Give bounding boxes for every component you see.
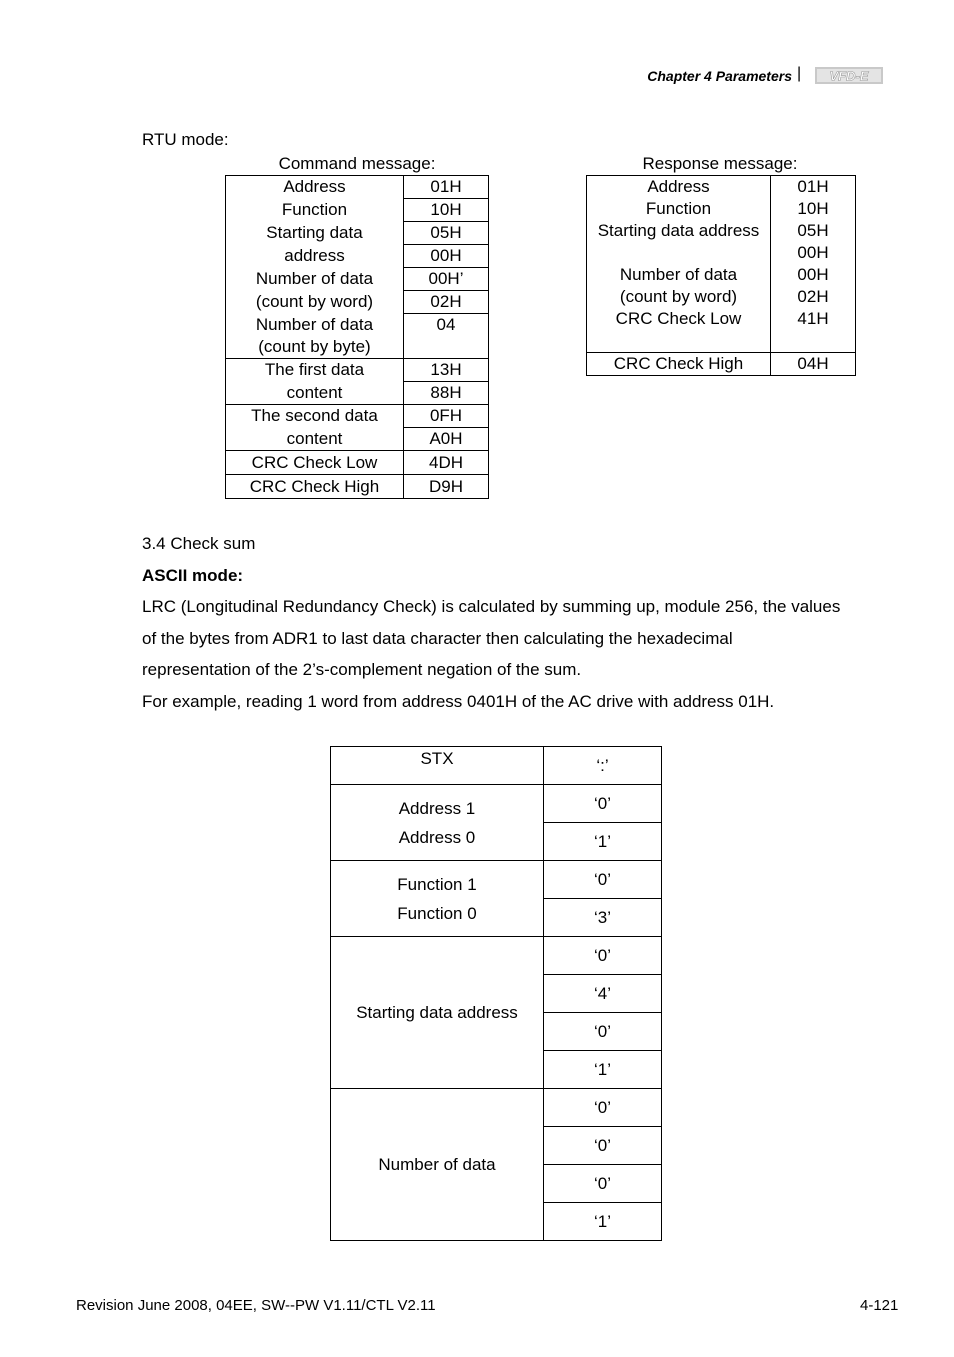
cmd-label: Address [226,176,404,199]
table-row [226,451,489,475]
table-row [587,353,856,376]
ascii-mode-heading: ASCII mode: [142,566,244,585]
address-0-label: Address 0 [398,827,476,847]
resp-value: 41H [771,308,856,330]
ascii-value: ‘0’ [544,937,662,975]
resp-value: 00H [771,242,856,264]
lrc-description [142,591,840,717]
cmd-label: Number of data [226,268,404,291]
cmd-label: content [226,428,404,451]
resp-label: Number of data [587,264,771,286]
ascii-value: ‘0’ [544,785,662,823]
ascii-value: ‘1’ [544,1051,662,1089]
resp-label: Starting data address [587,220,771,242]
cmd-label: (count by byte) [226,336,404,359]
table-row [226,199,489,222]
ascii-value: ‘4’ [544,975,662,1013]
cmd-value: 02H [404,291,489,314]
table-row [226,475,489,499]
resp-value: 10H [771,198,856,220]
ascii-value: ‘1’ [544,823,662,861]
table-row [587,220,856,242]
table-row [226,291,489,314]
cmd-label: CRC Check High [226,475,404,499]
table-row [226,222,489,245]
paragraph-line: of the bytes from ADR1 to last data character then calculating the hexadecimal [142,628,733,648]
resp-label: CRC Check High [587,353,771,376]
table-row [587,198,856,220]
address-1-label: Address 1 [398,798,476,818]
footer-revision: Revision June 2008, 04EE, SW--PW V1.11/CTL V2.11 [76,1297,436,1314]
cmd-label: The second data [226,405,404,428]
cmd-value: 4DH [404,451,489,475]
table-row [331,1089,662,1127]
response-message-table [586,175,856,376]
function-label [331,861,544,937]
cmd-value: 00H’ [404,268,489,291]
vfd-e-logo [815,67,883,84]
ascii-value: ‘0’ [544,1127,662,1165]
cmd-label: Number of data [226,314,404,337]
table-row [226,359,489,382]
resp-value: 04H [771,353,856,376]
table-row [226,336,489,359]
starting-data-address-label: Starting data address [331,937,544,1089]
table-row [331,747,662,785]
table-row [226,314,489,337]
cmd-value: 0FH [404,405,489,428]
ascii-value: ‘0’ [544,861,662,899]
ascii-value: ‘1’ [544,1203,662,1241]
ascii-example-table [330,746,662,1241]
resp-label: Address [587,176,771,199]
paragraph-line: LRC (Longitudinal Redundancy Check) is calculated by summing up, module 256, the values [142,597,841,616]
chapter-title: Chapter 4 Parameters [647,68,792,84]
ascii-value: ‘0’ [544,1089,662,1127]
cmd-value: 13H [404,359,489,382]
resp-label: CRC Check Low [587,308,771,330]
cmd-label: (count by word) [226,291,404,314]
command-caption: Command message: [278,154,436,173]
paragraph-line: For example, reading 1 word from address 0401H of the AC drive with address 01H. [142,691,775,711]
cmd-value: D9H [404,475,489,499]
table-row [587,286,856,308]
cmd-value: 05H [404,222,489,245]
table-row [587,330,856,353]
resp-value: 05H [771,220,856,242]
paragraph-line: representation of the 2’s-complement negation of the sum. [142,660,582,679]
command-message-table [225,175,489,499]
cmd-label: content [226,382,404,405]
table-row [331,937,662,975]
page-number: 4-121 [860,1297,899,1314]
cmd-value: 04 [404,314,489,337]
resp-value [771,330,856,353]
cmd-label: The first data [226,359,404,382]
table-row [226,382,489,405]
stx-label: STX [331,747,544,785]
resp-value: 02H [771,286,856,308]
resp-label: (count by word) [587,286,771,308]
cmd-value: 10H [404,199,489,222]
cmd-value: 01H [404,176,489,199]
table-row [226,176,489,199]
function-1-label: Function 1 [397,874,477,894]
table-row [226,405,489,428]
resp-label [587,330,771,353]
rtu-mode-title: RTU mode: [142,130,229,149]
function-0-label: Function 0 [397,903,477,923]
table-row [587,308,856,330]
resp-label [587,242,771,264]
table-row [587,242,856,264]
table-row [331,785,662,823]
table-row [587,176,856,199]
cmd-label: Function [226,199,404,222]
ascii-value: ‘3’ [544,899,662,937]
cmd-label: CRC Check Low [226,451,404,475]
resp-value: 00H [771,264,856,286]
response-caption: Response message: [642,154,798,173]
table-row [226,245,489,268]
number-of-data-label: Number of data [331,1089,544,1241]
cmd-value [404,336,489,359]
stx-value: ‘:’ [544,747,662,785]
table-row [587,264,856,286]
table-row [226,268,489,291]
table-row [331,861,662,899]
cmd-label: Starting data [226,222,404,245]
cmd-label: address [226,245,404,268]
ascii-value: ‘0’ [544,1165,662,1203]
cmd-value: 00H [404,245,489,268]
cmd-value: A0H [404,428,489,451]
cmd-value: 88H [404,382,489,405]
header-separator: | [797,65,802,82]
check-sum-heading: 3.4 Check sum [142,534,256,553]
ascii-value: ‘0’ [544,1013,662,1051]
resp-value: 01H [771,176,856,199]
table-row [226,428,489,451]
resp-label: Function [587,198,771,220]
logo-text: VFD-E [829,68,869,84]
address-label [331,785,544,861]
